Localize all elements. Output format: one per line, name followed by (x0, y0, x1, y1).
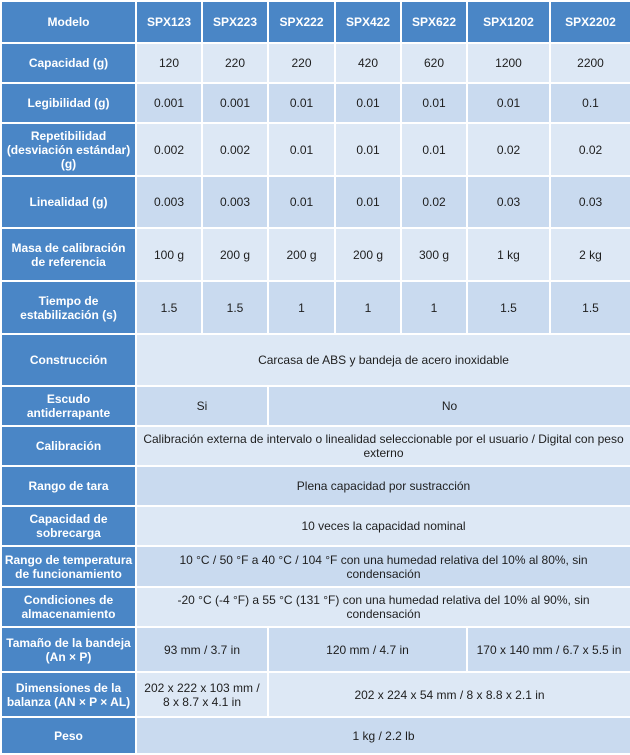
cell-value: 93 mm / 3.7 in (136, 627, 268, 672)
cell-value: 1 kg / 2.2 lb (136, 717, 630, 754)
cell-value: 620 (401, 43, 467, 83)
row-label: Calibración (1, 426, 136, 466)
cell-value: Calibración externa de intervalo o linealidad seleccionable por el usuario / Digital con peso externo (136, 426, 630, 466)
cell-value: 1 (401, 281, 467, 334)
cell-value: 202 x 222 x 103 mm / 8 x 8.7 x 4.1 in (136, 672, 268, 717)
cell-value: 0.01 (335, 123, 401, 176)
cell-value: 0.002 (202, 123, 268, 176)
cell-value: 300 g (401, 228, 467, 281)
table-row (1, 334, 630, 386)
row-label: Rango de tara (1, 466, 136, 506)
cell-value: 0.03 (467, 176, 550, 228)
cell-value: 200 g (202, 228, 268, 281)
cell-value: 2 kg (550, 228, 630, 281)
cell-value: 0.01 (335, 83, 401, 123)
model-header-label: Modelo (1, 1, 136, 43)
row-label: Escudo antiderrapante (1, 386, 136, 426)
cell-value: 170 x 140 mm / 6.7 x 5.5 in (467, 627, 630, 672)
cell-value: 0.01 (268, 123, 335, 176)
model-header: SPX2202 (550, 1, 630, 43)
table-row (1, 83, 630, 123)
table-row (1, 506, 630, 546)
cell-value: 0.02 (550, 123, 630, 176)
header-row (1, 1, 630, 43)
cell-value: 0.01 (335, 176, 401, 228)
table-row (1, 627, 630, 672)
table-row (1, 466, 630, 506)
table-row (1, 717, 630, 754)
cell-value: 0.1 (550, 83, 630, 123)
cell-value: 0.01 (268, 176, 335, 228)
cell-value: 2200 (550, 43, 630, 83)
cell-value: 202 x 224 x 54 mm / 8 x 8.8 x 2.1 in (268, 672, 630, 717)
row-label: Linealidad (g) (1, 176, 136, 228)
row-label: Dimensiones de la balanza (AN × P × AL) (1, 672, 136, 717)
cell-value: 0.002 (136, 123, 202, 176)
cell-value: 0.02 (401, 176, 467, 228)
row-label: Capacidad de sobrecarga (1, 506, 136, 546)
row-label: Tiempo de estabilización (s) (1, 281, 136, 334)
model-header: SPX222 (268, 1, 335, 43)
cell-value: 1200 (467, 43, 550, 83)
row-label: Rango de temperatura de funcionamiento (1, 546, 136, 587)
table-row (1, 672, 630, 717)
model-header: SPX622 (401, 1, 467, 43)
table-row (1, 546, 630, 587)
cell-value: 120 mm / 4.7 in (268, 627, 467, 672)
table-row (1, 426, 630, 466)
cell-value: Si (136, 386, 268, 426)
cell-value: Carcasa de ABS y bandeja de acero inoxidable (136, 334, 630, 386)
cell-value: 1 kg (467, 228, 550, 281)
cell-value: 1.5 (467, 281, 550, 334)
cell-value: 0.03 (550, 176, 630, 228)
cell-value: 220 (268, 43, 335, 83)
row-label: Tamaño de la bandeja (An × P) (1, 627, 136, 672)
cell-value: 0.01 (401, 83, 467, 123)
cell-value: 0.003 (136, 176, 202, 228)
cell-value: -20 °C (-4 °F) a 55 °C (131 °F) con una humedad relativa del 10% al 90%, sin condensación (136, 587, 630, 627)
cell-value: 200 g (268, 228, 335, 281)
row-label: Masa de calibración de referencia (1, 228, 136, 281)
table-row (1, 123, 630, 176)
cell-value: 0.001 (136, 83, 202, 123)
row-label: Condiciones de almacenamiento (1, 587, 136, 627)
cell-value: No (268, 386, 630, 426)
cell-value: 1 (268, 281, 335, 334)
model-header: SPX422 (335, 1, 401, 43)
model-header: SPX1202 (467, 1, 550, 43)
row-label: Capacidad (g) (1, 43, 136, 83)
cell-value: 10 veces la capacidad nominal (136, 506, 630, 546)
table-row (1, 587, 630, 627)
cell-value: 100 g (136, 228, 202, 281)
table-row (1, 386, 630, 426)
table-row (1, 43, 630, 83)
cell-value: 0.01 (401, 123, 467, 176)
table-row (1, 281, 630, 334)
cell-value: 0.003 (202, 176, 268, 228)
cell-value: 200 g (335, 228, 401, 281)
cell-value: 10 °C / 50 °F a 40 °C / 104 °F con una humedad relativa del 10% al 80%, sin condensación (136, 546, 630, 587)
cell-value: 1.5 (550, 281, 630, 334)
cell-value: 0.001 (202, 83, 268, 123)
cell-value: 0.01 (467, 83, 550, 123)
model-header: SPX223 (202, 1, 268, 43)
cell-value: 1.5 (202, 281, 268, 334)
row-label: Construcción (1, 334, 136, 386)
row-label: Peso (1, 717, 136, 754)
table-row (1, 228, 630, 281)
cell-value: 1 (335, 281, 401, 334)
cell-value: 120 (136, 43, 202, 83)
cell-value: 420 (335, 43, 401, 83)
table-row (1, 176, 630, 228)
row-label: Repetibilidad (desviación estándar) (g) (1, 123, 136, 176)
cell-value: 0.02 (467, 123, 550, 176)
cell-value: 0.01 (268, 83, 335, 123)
cell-value: Plena capacidad por sustracción (136, 466, 630, 506)
row-label: Legibilidad (g) (1, 83, 136, 123)
cell-value: 1.5 (136, 281, 202, 334)
cell-value: 220 (202, 43, 268, 83)
model-header: SPX123 (136, 1, 202, 43)
